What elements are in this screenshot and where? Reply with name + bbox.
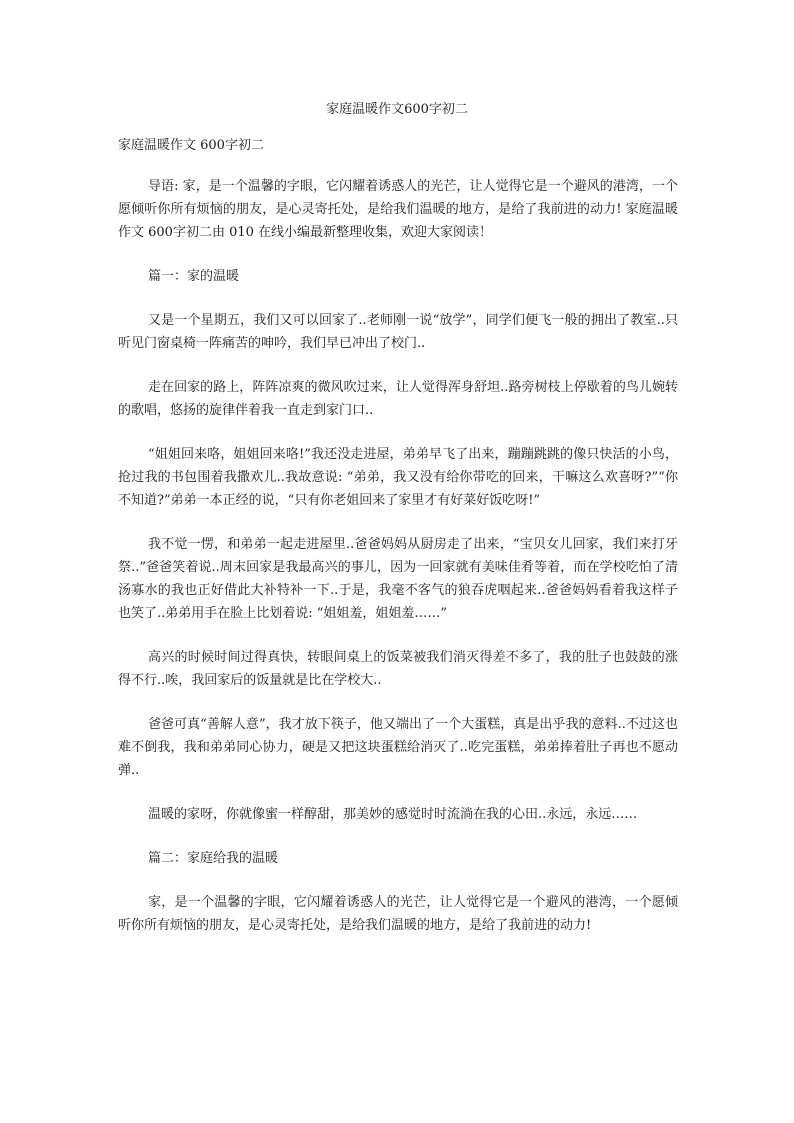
section-heading-2: 篇二：家庭给我的温暖 [148, 851, 279, 866]
paragraph: “姐姐回来咯，姐姐回来咯!”我还没走进屋，弟弟早飞了出来，蹦蹦跳跳的像只快活的小鸟，抢过我的书包围着我撒欢儿..我故意说: “弟弟，我又没有给你带吃的回来，干嘛这么欢喜呀?”“你不知道?”弟弟一本正经的说，“只有你老姐回来了家里才有好菜好饭吃呀!” [118, 447, 678, 508]
document-title: 家庭温暖作文600字初二 [326, 102, 468, 117]
paragraph: 走在回家的路上，阵阵凉爽的微风吹过来，让人觉得浑身舒坦..路旁树枝上停歇着的鸟儿婉转的歌唱，悠扬的旋律伴着我一直走到家门口.. [118, 380, 678, 418]
document-subtitle: 家庭温暖作文 600字初二 [118, 138, 264, 153]
intro-paragraph: 导语: 家，是一个温馨的字眼，它闪耀着诱惑人的光芒，让人觉得它是一个避风的港湾，一个愿倾听你所有烦恼的朋友，是心灵寄托处，是给我们温暖的地方，是给了我前进的动力! 家庭温暖作文 600字初二由 010 在线小编最新整理收集，欢迎大家阅读！ [118, 179, 678, 240]
paragraph: 高兴的时候时间过得真快，转眼间桌上的饭菜被我们消灭得差不多了，我的肚子也鼓鼓的涨得不行..唉，我回家后的饭量就是比在学校大.. [118, 650, 678, 688]
section-heading-1: 篇一：家的温暖 [148, 269, 240, 284]
paragraph: 温暖的家呀，你就像蜜一样醇甜，那美妙的感觉时时流淌在我的心田..永远，永远…… [148, 807, 638, 822]
paragraph: 家，是一个温馨的字眼，它闪耀着诱惑人的光芒，让人觉得它是一个避风的港湾，一个愿倾听你所有烦恼的朋友，是心灵寄托处，是给我们温暖的地方，是给了我前进的动力! [118, 895, 678, 933]
paragraph: 爸爸可真“善解人意”，我才放下筷子，他又端出了一个大蛋糕，真是出乎我的意料..不过这也难不倒我，我和弟弟同心协力，硬是又把这块蛋糕给消灭了..吃完蛋糕，弟弟捧着肚子再也不愿动弹.. [118, 717, 678, 778]
paragraph: 又是一个星期五，我们又可以回家了..老师刚一说“放学”，同学们便飞一般的拥出了教室..只听见门窗桌椅一阵痛苦的呻吟，我们早已冲出了校门.. [118, 313, 678, 351]
paragraph: 我不觉一愣，和弟弟一起走进屋里..爸爸妈妈从厨房走了出来，“宝贝女儿回家，我们来打牙祭..”爸爸笑着说..周末回家是我最高兴的事儿，因为一回家就有美味佳肴等着，而在学校吃怕了清汤寡水的我也正好借此大补特补一下..于是，我毫不客气的狼吞虎咽起来..爸爸妈妈看着我这样子也笑了..弟弟用手在脸上比划着说: “姐姐羞，姐姐羞……” [118, 537, 678, 621]
document-body [118, 134, 678, 958]
